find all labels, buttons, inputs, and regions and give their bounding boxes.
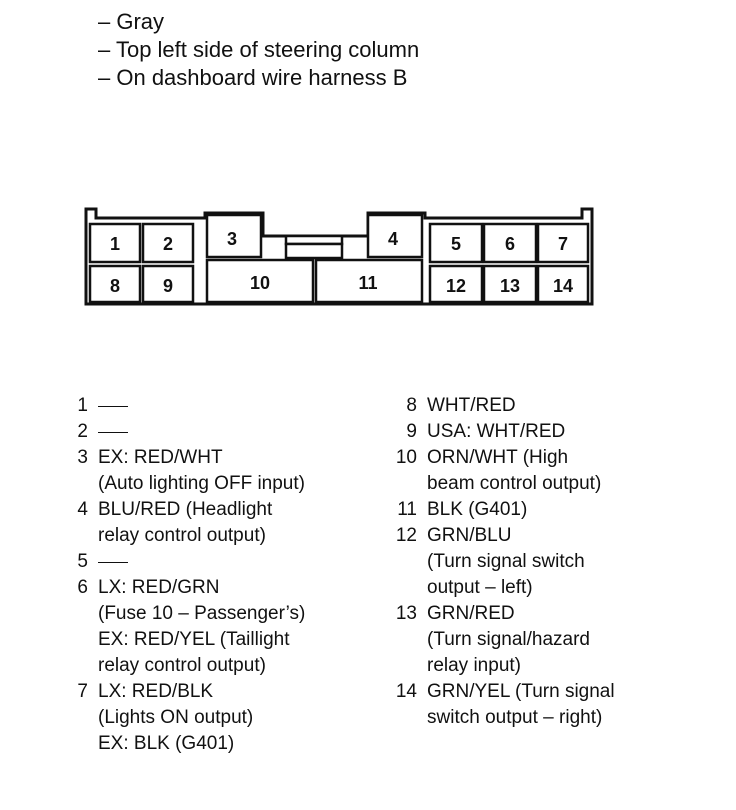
pin-number: 5 [77,551,88,572]
terminal-label-1: 1 [109,234,121,254]
pin-entry-9 [406,419,615,445]
terminal-label-8: 8 [109,276,121,296]
pin-description-line: beam control output) [427,473,602,494]
pin-entry-6 [77,575,306,679]
pin-number: 14 [395,681,417,702]
pin-entry-2 [77,419,305,445]
pin-number: 10 [395,447,417,468]
pin-entry-5 [77,549,305,575]
terminal-label-5: 5 [450,234,462,254]
pin-number: 7 [77,681,88,702]
pin-description-line: GRN/RED [427,603,515,624]
pin-entry-8 [406,393,615,419]
pin-description-line: EX: RED/YEL (Taillight [98,629,290,650]
terminal-label-13: 13 [499,276,521,296]
terminal-label-11: 11 [358,273,378,293]
pin-number: 12 [395,525,417,546]
pin-entry-11 [397,497,615,523]
no-wire-dash [98,432,128,433]
pin-entry-7 [77,679,305,757]
pin-number: 11 [397,499,417,520]
pin-entry-12 [395,523,615,601]
pin-description-line: (Auto lighting OFF input) [98,473,305,494]
pin-description-line: relay control output) [98,525,266,546]
pin-description-line: GRN/YEL (Turn signal [427,681,615,702]
pin-description-line: output – left) [427,577,533,598]
terminal-label-3: 3 [226,229,238,249]
pin-description-line [98,549,305,575]
pin-description-line: (Fuse 10 – Passenger’s) [98,603,306,624]
no-wire-dash [98,562,128,563]
pin-entry-4 [77,497,305,549]
terminal-label-14: 14 [552,276,574,296]
pin-list-left [77,393,306,757]
connector-lock-tab-base [286,244,342,258]
pin-number: 4 [77,499,88,520]
pin-description-line: (Turn signal/hazard [427,629,590,650]
connector-color: – Gray [98,8,419,36]
pin-description-line: BLU/RED (Headlight [98,499,273,520]
pin-entry-13 [395,601,615,679]
pin-description-line: (Lights ON output) [98,707,254,728]
terminal-label-12: 12 [445,276,467,296]
pin-description-line: LX: RED/BLK [98,681,214,702]
pin-list-right [395,393,615,731]
pin-description-line [98,393,305,419]
pin-description-line: ORN/WHT (High [427,447,569,468]
pin-entry-3 [77,445,305,497]
pin-entry-10 [395,445,615,497]
terminal-label-6: 6 [504,234,516,254]
connector-harness: – On dashboard wire harness B [98,64,419,92]
pin-description-line: BLK (G401) [427,499,528,520]
terminal-label-9: 9 [162,276,174,296]
no-wire-dash [98,406,128,407]
pin-number: 13 [395,603,417,624]
pin-description-line: WHT/RED [427,395,516,416]
pin-description-line: USA: WHT/RED [427,421,566,442]
pin-description-line: relay control output) [98,655,266,676]
pin-description-line: (Turn signal switch [427,551,585,572]
connector-location: – Top left side of steering column [98,36,419,64]
pin-number: 3 [77,447,88,468]
connector-diagram [0,0,736,330]
terminal-label-4: 4 [387,229,399,249]
terminal-label-2: 2 [162,234,174,254]
pin-description-line: GRN/BLU [427,525,512,546]
pin-number: 6 [77,577,88,598]
terminal-label-10: 10 [249,273,271,293]
pin-entry-14 [395,679,615,731]
pin-description-line: switch output – right) [427,707,603,728]
pin-entry-1 [77,393,305,419]
pin-description-line: EX: RED/WHT [98,447,223,468]
pin-number: 9 [406,421,417,442]
pin-description-line: relay input) [427,655,521,676]
pin-description-line [98,419,305,445]
pin-description-line: EX: BLK (G401) [98,733,235,754]
terminal-label-7: 7 [557,234,569,254]
pin-number: 8 [406,395,417,416]
pin-number: 1 [77,395,88,416]
pin-description-line: LX: RED/GRN [98,577,220,598]
pin-number: 2 [77,421,88,442]
